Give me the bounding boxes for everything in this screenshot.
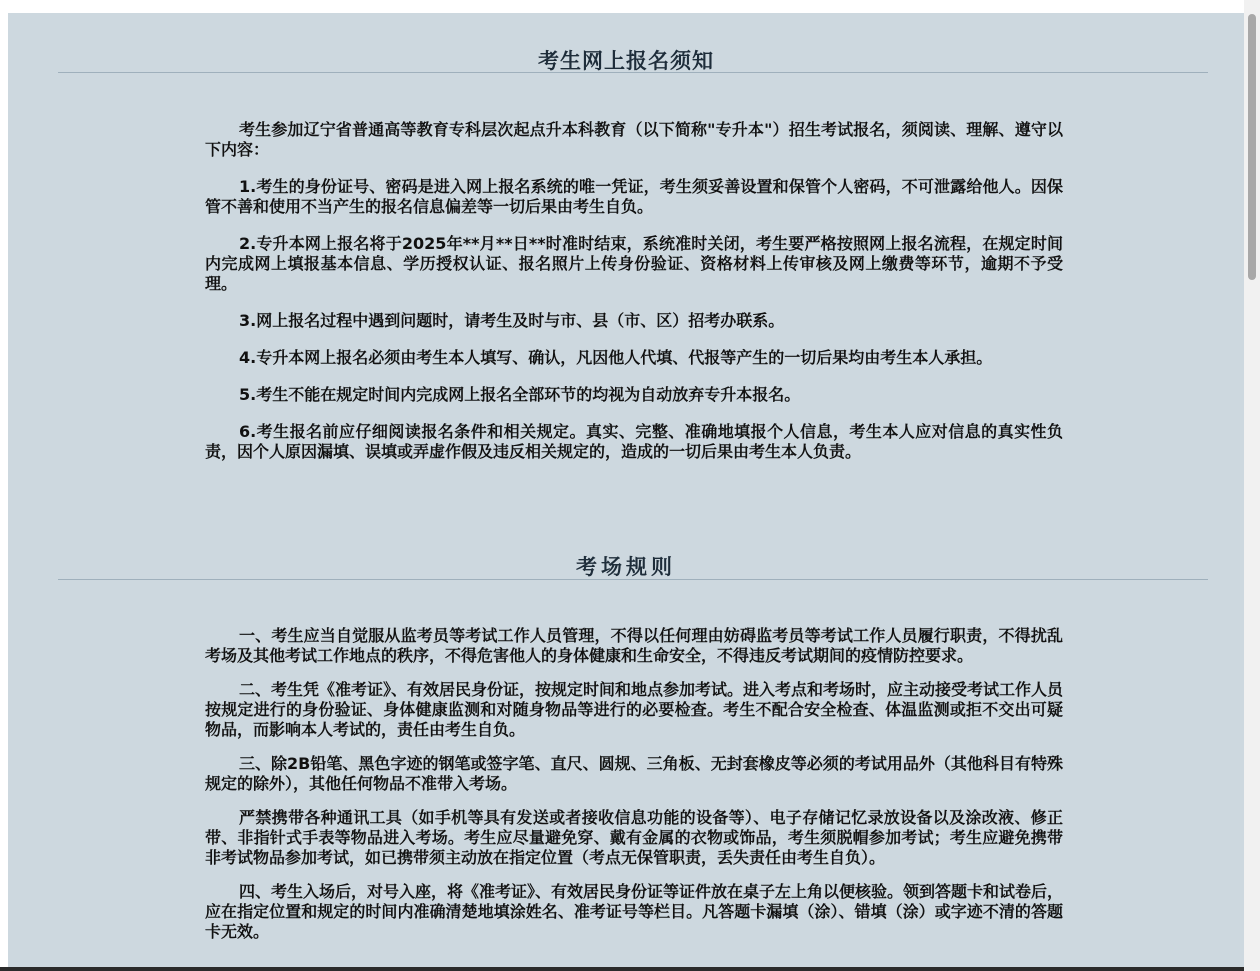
- window-bottom-edge: [0, 967, 1244, 971]
- rules-paragraph: 三、除2B铅笔、黑色字迹的钢笔或签字笔、直尺、圆规、三角板、无封套橡皮等必须的考试用品外（其他科目有特殊规定的除外），其他任何物品不准带入考场。: [205, 754, 1063, 793]
- rules-paragraph: 四、考生入场后，对号入座，将《准考证》、有效居民身份证等证件放在桌子左上角以便核验。领到答题卡和试卷后，应在指定位置和规定的时间内准确清楚地填涂姓名、准考证号等栏目。凡答题卡漏填（涂）、错填（涂）或字迹不清的答题卡无效。: [205, 882, 1064, 941]
- rules-title: 考场规则: [576, 555, 676, 579]
- notice-title: 考生网上报名须知: [538, 49, 714, 73]
- notice-paragraph: 3.网上报名过程中遇到问题时，请考生及时与市、县（市、区）招考办联系。: [239, 311, 785, 330]
- notice-paragraph: 6.考生报名前应仔细阅读报名条件和相关规定。真实、完整、准确地填报个人信息，考生本人应对信息的真实性负责，因个人原因漏填、误填或弄虚作假及违反相关规定的，造成的一切后果由考生本人负责。: [205, 422, 1063, 461]
- notice-paragraph: 5.考生不能在规定时间内完成网上报名全部环节的均视为自动放弃专升本报名。: [239, 385, 801, 404]
- rules-paragraph: 二、考生凭《准考证》、有效居民身份证，按规定时间和地点参加考试。进入考点和考场时，应主动接受考试工作人员按规定进行的身份验证、身体健康监测和对随身物品等进行的必要检查。考生不配合安全检查、体温监测或拒不交出可疑物品，而影响本人考试的，责任由考生自负。: [205, 680, 1064, 739]
- scrollbar-thumb[interactable]: [1248, 14, 1256, 280]
- notice-paragraph: 考生参加辽宁省普通高等教育专科层次起点升本科教育（以下简称"专升本"）招生考试报名，须阅读、理解、遵守以下内容：: [205, 120, 1063, 159]
- rules-content: [205, 626, 1063, 956]
- notice-paragraph: 1.考生的身份证号、密码是进入网上报名系统的唯一凭证，考生须妥善设置和保管个人密码，不可泄露给他人。因保管不善和使用不当产生的报名信息偏差等一切后果由考生自负。: [205, 177, 1063, 216]
- rules-paragraph: 严禁携带各种通讯工具（如手机等具有发送或者接收信息功能的设备等）、电子存储记忆录放设备以及涂改液、修正带、非指针式手表等物品进入考场。考生应尽量避免穿、戴有金属的衣物或饰品，考生须脱帽参加考试；考生应避免携带非考试物品参加考试，如已携带须主动放在指定位置（考点无保管职责，丢失责任由考生自负）。: [205, 808, 1063, 867]
- notice-paragraph: 2.专升本网上报名将于2025年**月**日**时准时结束，系统准时关闭，考生要严格按照网上报名流程，在规定时间内完成网上填报基本信息、学历授权认证、报名照片上传身份验证、资格材料上传审核及网上缴费等环节，逾期不予受理。: [205, 234, 1063, 293]
- notice-title-divider: [58, 72, 1208, 73]
- rules-title-divider: [58, 579, 1208, 580]
- vertical-scrollbar[interactable]: [1244, 0, 1260, 971]
- document-page: [8, 13, 1244, 971]
- rules-paragraph: 一、考生应当自觉服从监考员等考试工作人员管理，不得以任何理由妨碍监考员等考试工作人员履行职责，不得扰乱考场及其他考试工作地点的秩序，不得危害他人的身体健康和生命安全，不得违反考试期间的疫情防控要求。: [205, 626, 1063, 665]
- notice-content: [205, 120, 1063, 479]
- notice-paragraph: 4.专升本网上报名必须由考生本人填写、确认，凡因他人代填、代报等产生的一切后果均由考生本人承担。: [239, 348, 993, 367]
